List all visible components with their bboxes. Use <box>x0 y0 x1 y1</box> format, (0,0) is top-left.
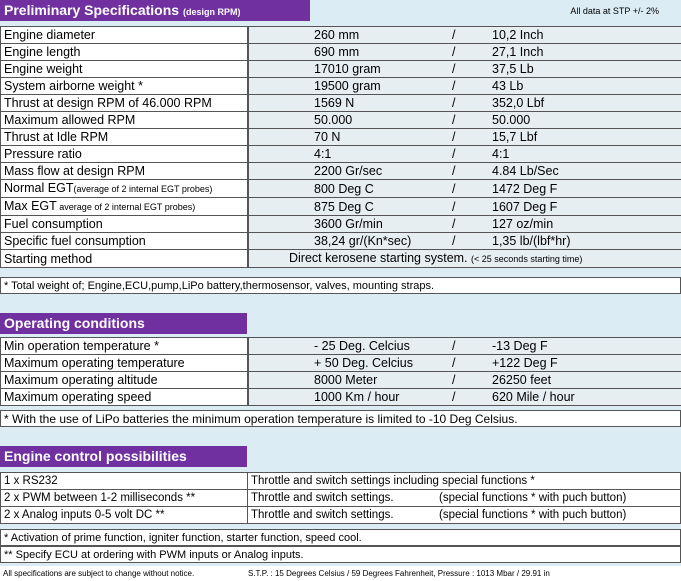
metric-value: 800 Deg C <box>314 181 374 196</box>
row-values <box>248 61 681 78</box>
row-label <box>1 198 249 216</box>
row-label <box>1 355 249 372</box>
control-section-header <box>0 446 247 467</box>
imperial-value: 10,2 Inch <box>492 28 544 42</box>
row-label-text: Maximum operating temperature <box>4 356 185 370</box>
control-desc-cell <box>248 507 681 524</box>
spec-row <box>1 216 681 233</box>
spec-row <box>1 129 681 146</box>
row-values <box>248 129 681 146</box>
metric-value: 19500 gram <box>314 79 381 93</box>
row-label-text: System airborne weight * <box>4 79 143 93</box>
row-label <box>1 129 249 146</box>
control-note: (special functions * with puch button) <box>439 492 627 504</box>
imperial-value: +122 Deg F <box>492 356 558 370</box>
metric-value: 875 Deg C <box>314 199 374 214</box>
operating-section-header <box>0 313 247 334</box>
spec-row <box>1 44 681 61</box>
row-label-text: Max EGT <box>4 199 57 213</box>
control-input: 1 x RS232 <box>1 473 248 490</box>
spec-row <box>1 338 681 355</box>
imperial-value: 620 Mile / hour <box>492 390 575 404</box>
row-label-text: Maximum allowed RPM <box>4 113 136 127</box>
control-desc: Throttle and switch settings including special functions * <box>251 475 535 487</box>
control-desc: Throttle and switch settings. <box>251 509 394 521</box>
row-values <box>248 389 681 406</box>
row-label <box>1 233 249 250</box>
separator: / <box>452 356 456 370</box>
row-label-text: Thrust at Idle RPM <box>4 130 109 144</box>
separator: / <box>452 164 456 178</box>
spec-row <box>1 95 681 112</box>
stp-definition: S.T.P. : 15 Degrees Celsius / 59 Degrees Fahrenheit, Pressure : 1013 Mbar / 29.91 in <box>248 569 550 578</box>
row-values <box>248 216 681 233</box>
row-values <box>248 180 681 198</box>
operating-table <box>0 337 681 406</box>
control-note: (special functions * with puch button) <box>439 509 627 521</box>
operating-title: Operating conditions <box>4 315 145 331</box>
control-row <box>1 473 681 490</box>
row-label-text: Specific fuel consumption <box>4 234 146 248</box>
spec-title: Preliminary Specifications <box>4 2 180 18</box>
stp-note: All data at STP +/- 2% <box>570 6 659 16</box>
row-values <box>248 372 681 389</box>
control-title: Engine control possibilities <box>4 448 187 464</box>
metric-value: 4:1 <box>314 147 332 161</box>
imperial-value: 4:1 <box>492 147 510 161</box>
imperial-value: 37,5 Lb <box>492 62 534 76</box>
spec-row <box>1 112 681 129</box>
row-values <box>248 146 681 163</box>
spec-footnote: * Total weight of; Engine,ECU,pump,LiPo battery,thermosensor, valves, mounting straps. <box>0 277 681 294</box>
spec-row <box>1 372 681 389</box>
spec-row <box>1 146 681 163</box>
separator: / <box>452 181 456 196</box>
starting-value: Direct kerosene starting system. <box>289 251 468 265</box>
row-label-text: Normal EGT <box>4 181 74 195</box>
spec-row <box>1 61 681 78</box>
imperial-value: 1472 Deg F <box>492 181 558 196</box>
row-label <box>1 44 249 61</box>
separator: / <box>452 234 456 248</box>
spec-section-header <box>0 0 310 21</box>
row-label <box>1 27 249 44</box>
separator: / <box>452 147 456 161</box>
metric-value: 2200 Gr/sec <box>314 164 383 178</box>
control-row <box>1 490 681 507</box>
row-label-text: Mass flow at design RPM <box>4 164 146 178</box>
separator: / <box>452 45 456 59</box>
spec-row <box>1 180 681 198</box>
row-label <box>1 146 249 163</box>
control-input: 2 x Analog inputs 0-5 volt DC ** <box>1 507 248 524</box>
row-label-text: Engine weight <box>4 62 83 76</box>
separator: / <box>452 390 456 404</box>
row-values <box>248 78 681 95</box>
row-values <box>248 44 681 61</box>
row-label <box>1 389 249 406</box>
bottom-notes <box>0 566 681 581</box>
row-label-text: Fuel consumption <box>4 217 103 231</box>
starting-label: Starting method <box>1 250 249 268</box>
separator: / <box>452 373 456 387</box>
separator: / <box>452 199 456 214</box>
control-footnote-2: ** Specify ECU at ordering with PWM inputs or Analog inputs. <box>0 546 681 563</box>
control-desc-cell <box>248 473 681 490</box>
row-label-note: average of 2 internal EGT probes) <box>56 202 196 212</box>
row-label-text: Engine diameter <box>4 28 96 42</box>
spec-row <box>1 163 681 180</box>
row-label <box>1 61 249 78</box>
separator: / <box>452 339 456 353</box>
separator: / <box>452 96 456 110</box>
metric-value: - 25 Deg. Celcius <box>314 339 410 353</box>
separator: / <box>452 113 456 127</box>
imperial-value: 4.84 Lb/Sec <box>492 164 559 178</box>
metric-value: 1000 Km / hour <box>314 390 400 404</box>
row-label <box>1 78 249 95</box>
spec-row <box>1 389 681 406</box>
spec-table <box>0 26 681 268</box>
metric-value: 38,24 gr/(Kn*sec) <box>314 234 412 248</box>
control-desc: Throttle and switch settings. <box>251 492 394 504</box>
row-values <box>248 112 681 129</box>
row-label-text: Maximum operating speed <box>4 390 152 404</box>
control-desc-cell <box>248 490 681 507</box>
starting-value-note: (< 25 seconds starting time) <box>471 254 583 264</box>
spec-subtitle: (design RPM) <box>182 7 241 17</box>
spec-row <box>1 198 681 216</box>
separator: / <box>452 28 456 42</box>
row-label <box>1 180 249 198</box>
control-table <box>0 472 681 524</box>
control-row <box>1 507 681 524</box>
metric-value: + 50 Deg. Celcius <box>314 356 414 370</box>
imperial-value: 352,0 Lbf <box>492 96 545 110</box>
metric-value: 70 N <box>314 130 341 144</box>
control-input: 2 x PWM between 1-2 milliseconds ** <box>1 490 248 507</box>
imperial-value: 1607 Deg F <box>492 199 558 214</box>
row-label <box>1 216 249 233</box>
imperial-value: 1,35 lb/(lbf*hr) <box>492 234 571 248</box>
row-label-text: Thrust at design RPM of 46.000 RPM <box>4 96 212 110</box>
metric-value: 260 mm <box>314 28 360 42</box>
row-label-note: (average of 2 internal EGT probes) <box>73 184 213 194</box>
metric-value: 50.000 <box>314 113 353 127</box>
imperial-value: 43 Lb <box>492 79 524 93</box>
metric-value: 690 mm <box>314 45 360 59</box>
row-label <box>1 95 249 112</box>
row-values <box>248 355 681 372</box>
separator: / <box>452 130 456 144</box>
row-values <box>248 338 681 355</box>
control-footnote-1: * Activation of prime function, igniter function, starter function, speed cool. <box>0 529 681 546</box>
spec-row <box>1 27 681 44</box>
metric-value: 3600 Gr/min <box>314 217 383 231</box>
row-label <box>1 372 249 389</box>
starting-row <box>1 250 681 268</box>
imperial-value: 27,1 Inch <box>492 45 544 59</box>
row-values <box>248 163 681 180</box>
imperial-value: -13 Deg F <box>492 339 548 353</box>
row-label-text: Engine length <box>4 45 81 59</box>
separator: / <box>452 217 456 231</box>
row-values <box>248 27 681 44</box>
imperial-value: 26250 feet <box>492 373 552 387</box>
row-label <box>1 338 249 355</box>
row-values <box>248 233 681 250</box>
row-label <box>1 112 249 129</box>
row-values <box>248 198 681 216</box>
separator: / <box>452 62 456 76</box>
spec-row <box>1 233 681 250</box>
separator: / <box>452 79 456 93</box>
imperial-value: 15,7 Lbf <box>492 130 538 144</box>
disclaimer: All specifications are subject to change without notice. <box>3 569 195 578</box>
metric-value: 17010 gram <box>314 62 381 76</box>
imperial-value: 127 oz/min <box>492 217 554 231</box>
spec-row <box>1 355 681 372</box>
operating-footnote: * With the use of LiPo batteries the minimum operation temperature is limited to -10 Deg Celsius. <box>0 410 681 427</box>
imperial-value: 50.000 <box>492 113 531 127</box>
starting-value-cell <box>248 250 681 268</box>
row-label-text: Pressure ratio <box>4 147 82 161</box>
row-label-text: Maximum operating altitude <box>4 373 158 387</box>
row-label <box>1 163 249 180</box>
metric-value: 1569 N <box>314 96 355 110</box>
row-label-text: Min operation temperature * <box>4 339 159 353</box>
metric-value: 8000 Meter <box>314 373 378 387</box>
row-values <box>248 95 681 112</box>
spec-row <box>1 78 681 95</box>
